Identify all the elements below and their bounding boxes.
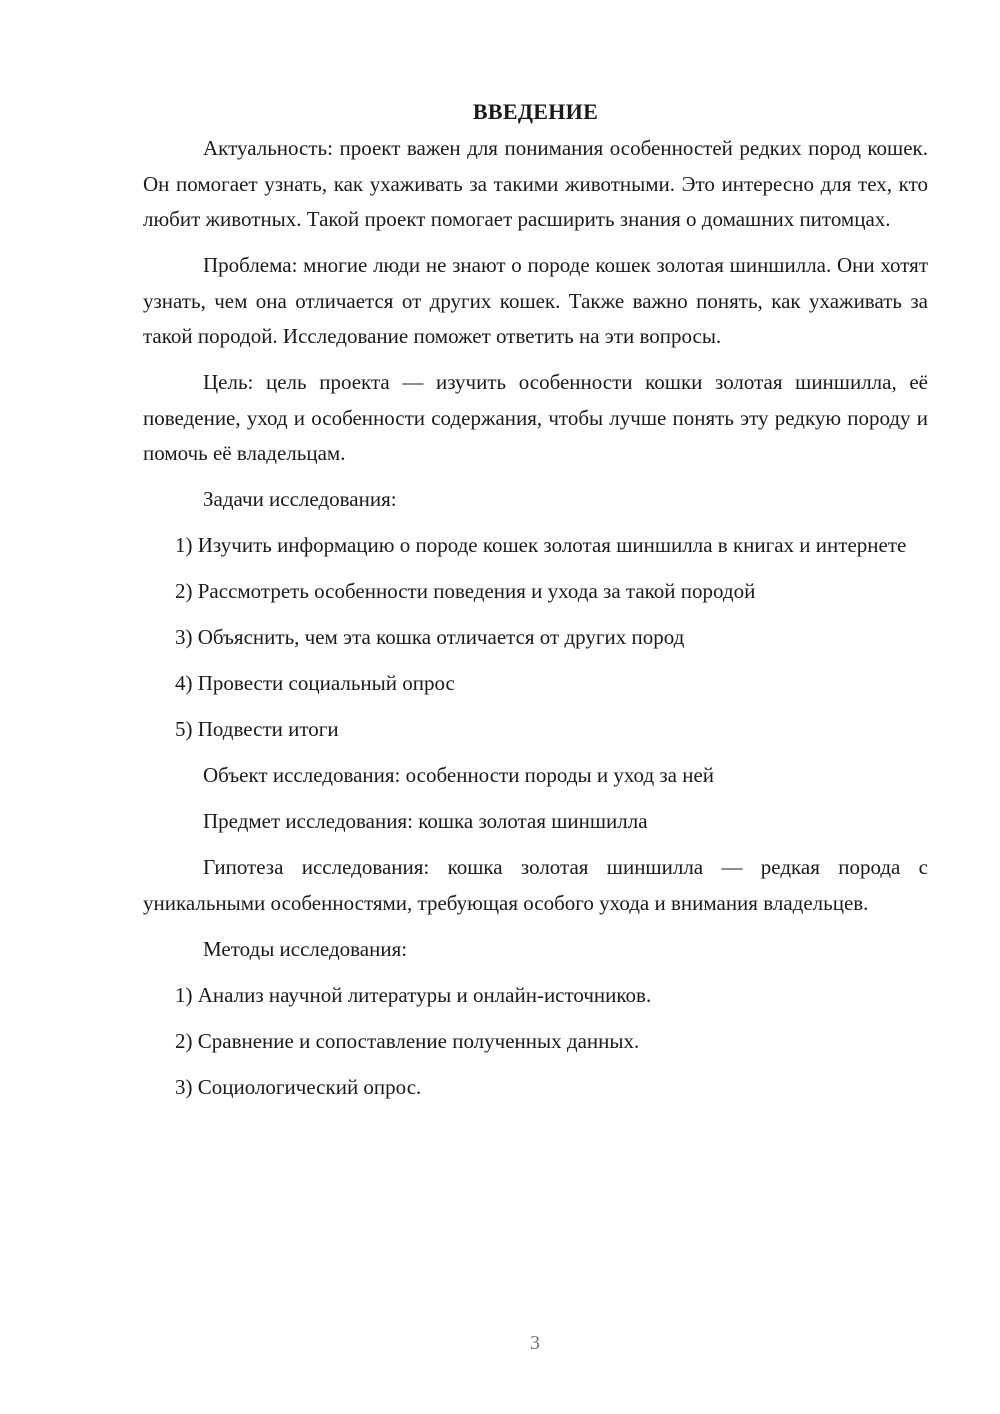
method-item-3: 3) Социологический опрос. [175,1074,422,1099]
method-item-2: 2) Сравнение и сопоставление полученных данных. [175,1028,640,1053]
page-content [143,94,928,1116]
goal-paragraph: Цель: цель проекта — изучить особенности кошки золотая шиншилла, её поведение, уход и особенности содержания, чтобы лучше понять эту редкую породу и помочь её владельцам. [143,370,928,465]
method-item-1: 1) Анализ научной литературы и онлайн-источников. [175,982,652,1007]
research-subject: Предмет исследования: кошка золотая шиншилла [203,809,648,833]
task-item-1: 1) Изучить информацию о породе кошек золотая шиншилла в книгах и интернете [175,533,907,557]
task-item-3: 3) Объяснить, чем эта кошка отличается от других пород [175,625,685,649]
task-item-4: 4) Провести социальный опрос [175,671,455,695]
task-item-2: 2) Рассмотреть особенности поведения и ухода за такой породой [175,579,756,603]
page-number: 3 [530,1332,540,1354]
task-item-5: 5) Подвести итоги [175,717,339,741]
page-title: ВВЕДЕНИЕ [472,99,599,124]
methods-heading: Методы исследования: [203,936,408,961]
problem-paragraph: Проблема: многие люди не знают о породе кошек золотая шиншилла. Они хотят узнать, чем она отличается от других кошек. Также важно понять, как ухаживать за такой породой. Исследование поможет ответить на эти вопросы. [143,253,928,348]
research-hypothesis: Гипотеза исследования: кошка золотая шиншилла — редкая порода с уникальными особенностями, требующая особого ухода и внимания владельцев. [143,855,928,915]
tasks-heading: Задачи исследования: [203,487,397,511]
relevance-paragraph: Актуальность: проект важен для понимания особенностей редких пород кошек. Он помогает узнать, как ухаживать за такими животными. Это интересно для тех, кто любит животных. Такой проект помогает расширить знания о домашних питомцах. [143,136,928,231]
research-object: Объект исследования: особенности породы и уход за ней [203,763,715,787]
